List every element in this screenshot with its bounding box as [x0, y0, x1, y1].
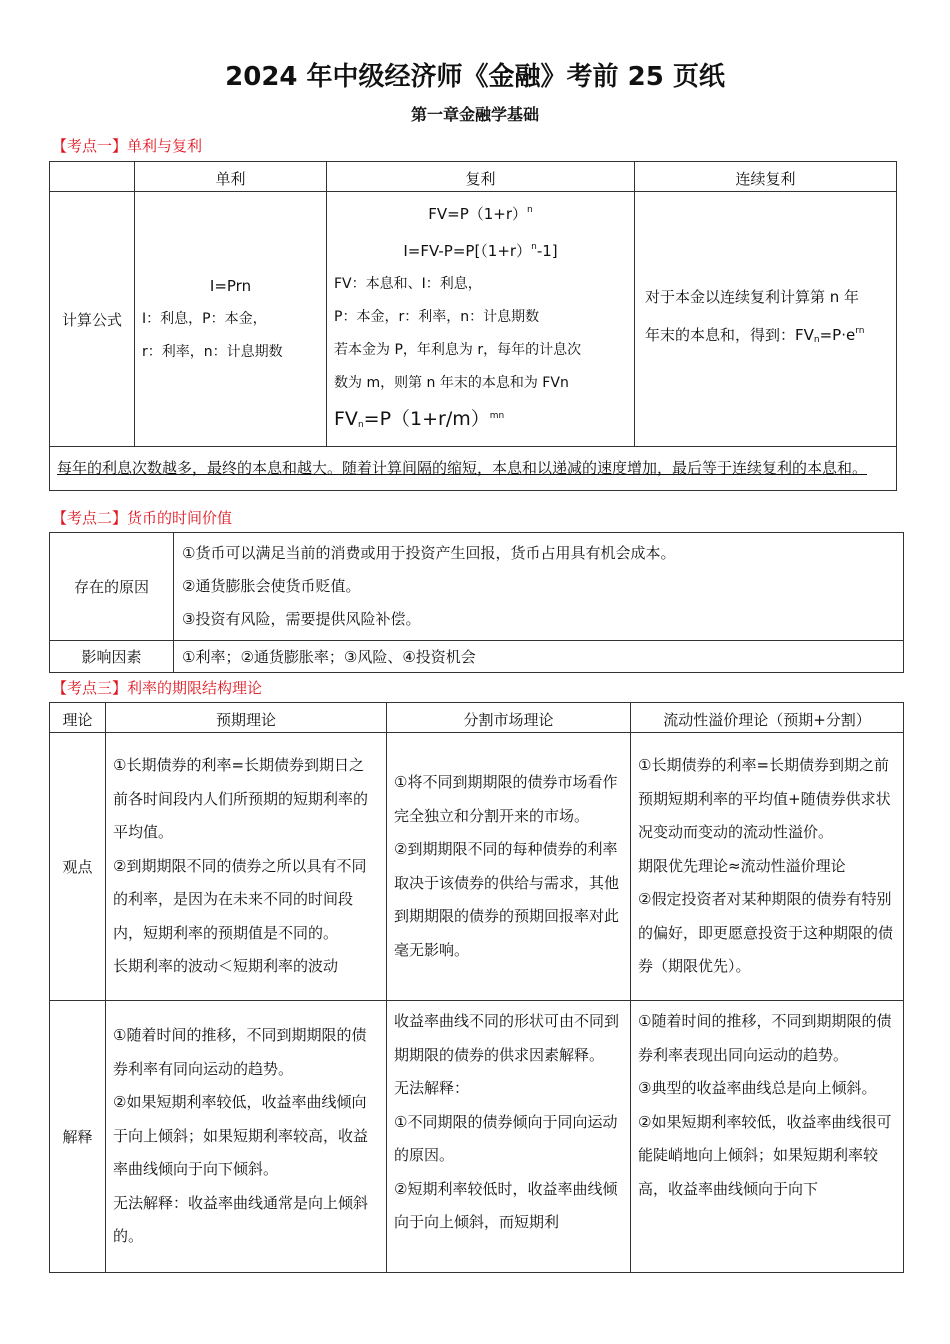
compound-def-2: P：本金，r：利率，n：计息期数 [334, 309, 540, 325]
reason-item: ③投资有风险，需要提供风险补偿。 [182, 610, 421, 628]
formula-text: =P·e [819, 325, 856, 344]
formula-text: FV [334, 408, 358, 430]
simple-formula: I=Prn [209, 276, 252, 295]
note-text: 每年的利息次数越多，最终的本息和越大。随着计算间隔的缩短，本息和以递减的速度增加，最后等于连续复利的本息和。 [50, 447, 897, 491]
formula-text: =P（1+r/m） [363, 408, 490, 430]
formula-exponent: mn [489, 411, 505, 421]
formula-exponent: n [531, 242, 537, 252]
continuous-line-1: 对于本金以连续复利计算第 n 年 [645, 288, 860, 306]
column-header-expectations: 预期理论 [106, 703, 387, 733]
cell-paragraph: ②如果短期利率较低，收益率曲线很可能陡峭地向上倾斜；如果短期利率较高，收益率曲线倾向于向下 [638, 1112, 892, 1198]
explanation-liquidity [631, 1001, 904, 1273]
table-header-row [50, 162, 897, 192]
reason-item: ①货币可以满足当前的消费或用于投资产生回报，货币占用具有机会成本。 [182, 544, 676, 562]
document-title: 2024 年中级经济师《金融》考前 25 页纸 [225, 62, 725, 92]
cell-paragraph: ②短期利率较低时，收益率曲线倾向于向上倾斜，而短期利 [394, 1179, 618, 1231]
compound-text-2: 数为 m，则第 n 年末的本息和为 FVn [334, 375, 569, 391]
compound-interest-cell [327, 192, 635, 447]
section-heading-1: 【考点一】单利与复利 [52, 137, 203, 155]
compound-formula-1 [334, 194, 627, 231]
formula-subscript: n [357, 420, 364, 430]
column-header-segmented: 分割市场理论 [387, 703, 631, 733]
row-label-formula: 计算公式 [50, 192, 135, 447]
formula-subscript: n [813, 334, 820, 345]
row-label-explanation: 解释 [50, 1001, 106, 1273]
factors-cell: ①利率；②通货膨胀率；③风险、④投资机会 [174, 641, 904, 673]
formula-exponent: rn [855, 325, 865, 336]
table-header-row [50, 703, 904, 733]
row-label-reasons: 存在的原因 [50, 533, 174, 641]
table-row [50, 533, 904, 641]
row-label-factors: 影响因素 [50, 641, 174, 673]
row-label-viewpoint: 观点 [50, 733, 106, 1001]
reason-item: ②通货膨胀会使货币贬值。 [182, 577, 361, 595]
table-row [50, 1001, 904, 1273]
cell-paragraph: ①随着时间的推移，不同到期期限的债券利率表现出同向运动的趋势。 [638, 1012, 892, 1064]
cell-paragraph: ②如果短期利率较低，收益率曲线倾向于向上倾斜；如果短期利率较高，收益率曲线倾向于向下倾斜。 [113, 1093, 369, 1179]
cell-paragraph: 无法解释：收益率曲线通常是向上倾斜的。 [113, 1193, 369, 1246]
cell-paragraph: ①不同期限的债券倾向于同向运动的原因。 [394, 1112, 618, 1164]
cell-paragraph: 收益率曲线不同的形状可由不同到期期限的债券的供求因素解释。 [394, 1012, 620, 1064]
formula-text: 年末的本息和，得到：FV [645, 325, 814, 344]
table-row [50, 447, 897, 491]
section-heading-3: 【考点三】利率的期限结构理论 [52, 679, 263, 697]
viewpoint-liquidity [631, 733, 904, 1001]
cell-paragraph: 长期利率的波动＜短期利率的波动 [113, 957, 339, 976]
explanation-segmented [387, 1001, 631, 1273]
formula-exponent: n [527, 205, 533, 215]
table-row [50, 641, 904, 673]
cell-paragraph: ①长期债券的利率=长期债券到期之前预期短期利率的平均值+随债券供求状况变动而变动的流动性溢价。 [638, 756, 891, 842]
cell-paragraph: ②到期期限不同的每种债券的利率取决于该债券的供给与需求，其他到期期限的债券的预期回报率对此毫无影响。 [394, 840, 620, 959]
column-header-continuous: 连续复利 [635, 162, 897, 192]
reasons-cell [174, 533, 904, 641]
simple-def-2: r：利率，n：计息期数 [142, 343, 283, 360]
column-header [50, 162, 135, 192]
cell-paragraph: ①随着时间的推移，不同到期期限的债券利率有同向运动的趋势。 [113, 1026, 367, 1078]
formula-text: -1] [536, 242, 558, 260]
column-header-theory: 理论 [50, 703, 106, 733]
cell-paragraph: ②到期期限不同的债券之所以具有不同的利率，是因为在未来不同的时间段内，短期利率的预期值是不同的。 [113, 856, 367, 942]
simple-def-1: I：利息，P：本金， [142, 310, 267, 327]
term-structure-table [49, 702, 904, 1273]
compound-formula-2 [334, 231, 627, 268]
formula-text: FV=P（1+r） [428, 205, 528, 223]
column-header-liquidity: 流动性溢价理论（预期+分割） [631, 703, 904, 733]
viewpoint-segmented [387, 733, 631, 1001]
cell-paragraph: ②假定投资者对某种期限的债券有特别的偏好，即更愿意投资于这种期限的债券（期限优先）。 [638, 890, 894, 976]
column-header-simple: 单利 [135, 162, 327, 192]
cell-paragraph: 无法解释： [394, 1079, 470, 1097]
column-header-compound: 复利 [327, 162, 635, 192]
table-row [50, 192, 897, 447]
time-value-table [49, 532, 904, 673]
continuous-line-2 [645, 315, 889, 358]
simple-interest-cell [135, 192, 327, 447]
explanation-expectations [106, 1001, 387, 1273]
formula-text: I=FV-P=P[（1+r） [403, 242, 532, 260]
chapter-title: 第一章金融学基础 [410, 105, 539, 124]
continuous-interest-cell [635, 192, 897, 447]
compound-def-1: FV：本息和、I：利息， [334, 276, 482, 292]
cell-paragraph: 期限优先理论≈流动性溢价理论 [638, 856, 846, 875]
compound-text-1: 若本金为 P，年利息为 r，每年的计息次 [334, 342, 582, 358]
cell-paragraph: ①长期债券的利率=长期债券到期日之前各时间段内人们所预期的短期利率的平均值。 [113, 756, 369, 842]
table-row [50, 733, 904, 1001]
cell-paragraph: ①将不同到期期限的债券市场看作完全独立和分割开来的市场。 [394, 773, 618, 825]
viewpoint-expectations [106, 733, 387, 1001]
compound-formula-3 [334, 400, 627, 442]
simple-compound-interest-table [49, 161, 897, 491]
cell-paragraph: ③典型的收益率曲线总是向上倾斜。 [638, 1079, 877, 1097]
section-heading-2: 【考点二】货币的时间价值 [52, 509, 233, 527]
